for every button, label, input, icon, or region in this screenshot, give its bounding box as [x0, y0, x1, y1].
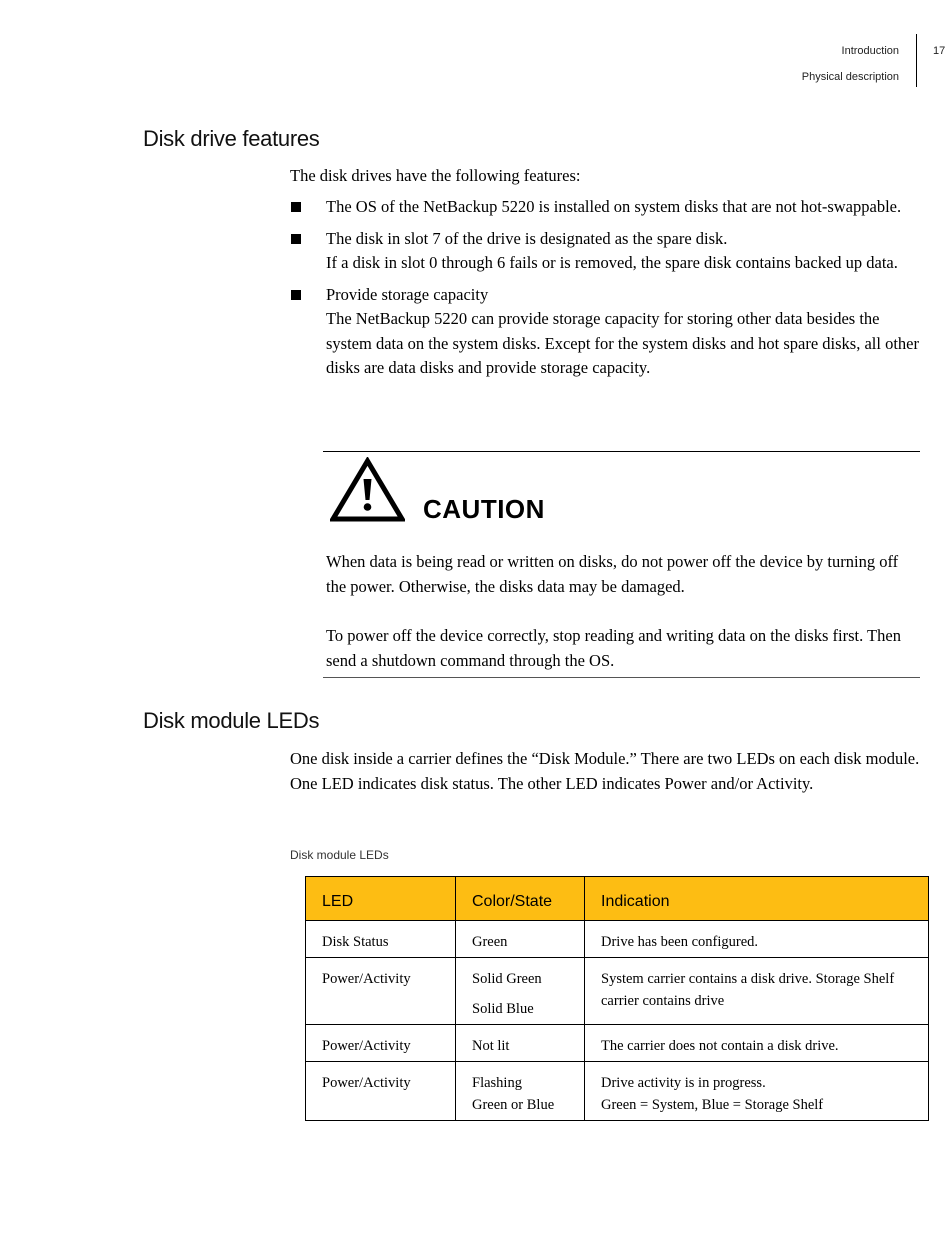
table-row [306, 1025, 929, 1062]
square-bullet-icon [291, 234, 301, 244]
features-intro: The disk drives have the following features: [290, 166, 581, 185]
caution-paragraph-1: When data is being read or written on disks, do not power off the device by turning off the power. Otherwise, the disks data may be damaged. [326, 552, 899, 596]
table-row [306, 1062, 929, 1121]
running-header-section: Introduction [841, 45, 899, 57]
table-cell-indication [585, 921, 929, 958]
indication-line: The carrier does not contain a disk drive. [601, 1038, 839, 1054]
table-caption: Disk module LEDs [290, 848, 389, 862]
table-row [306, 958, 929, 1025]
caution-top-rule [323, 451, 920, 452]
bullet-text: The OS of the NetBackup 5220 is installed on system disks that are not hot-swappable. [326, 197, 902, 216]
leds-intro: One disk inside a carrier defines the “Disk Module.” There are two LEDs on each disk module. One LED indicates disk status. The other LED indicates Power and/or Activity. [290, 749, 920, 793]
table-cell-state [456, 958, 585, 1025]
state-line: Green [472, 934, 508, 950]
bullet-subtext: The NetBackup 5220 can provide storage capacity for storing other data besides the system data on the system disks. Except for the system disks and hot spare disks, all other disks are data disks and provide storage capacity. [326, 309, 919, 377]
table-cell-indication [585, 1062, 929, 1121]
indication-line: Drive has been configured. [601, 934, 759, 950]
square-bullet-icon [291, 290, 301, 300]
list-item [290, 227, 920, 276]
section-heading-disk-drive-features: Disk drive features [143, 126, 320, 151]
table-cell-led: Power/Activity [306, 958, 456, 1025]
header-divider [916, 34, 917, 87]
list-item [290, 283, 920, 381]
features-list [290, 195, 920, 388]
disk-module-leds-table [305, 876, 929, 1121]
table-row [306, 921, 929, 958]
warning-triangle-icon [330, 457, 405, 523]
indication-line: System carrier contains a disk drive. Storage Shelf carrier contains drive [601, 971, 895, 1009]
state-line: Green or Blue [472, 1097, 555, 1113]
table-cell-led: Power/Activity [306, 1025, 456, 1062]
table-header-row [306, 877, 929, 921]
column-header-indication: Indication [585, 877, 929, 921]
state-line: Flashing [472, 1075, 522, 1091]
list-item [290, 195, 920, 220]
indication-line: Green = System, Blue = Storage Shelf [601, 1097, 824, 1113]
square-bullet-icon [291, 202, 301, 212]
bullet-subtext: If a disk in slot 0 through 6 fails or is removed, the spare disk contains backed up data. [326, 253, 898, 272]
table-cell-state [456, 1025, 585, 1062]
bullet-text: Provide storage capacity [326, 284, 489, 304]
caution-label: CAUTION [423, 494, 545, 524]
caution-bottom-rule [323, 677, 920, 678]
table-cell-indication [585, 958, 929, 1025]
table-cell-state [456, 921, 585, 958]
section-heading-disk-module-leds: Disk module LEDs [143, 708, 320, 733]
column-header-led: LED [306, 877, 456, 921]
state-line: Solid Blue [472, 1001, 534, 1017]
column-header-color-state: Color/State [456, 877, 585, 921]
table-cell-state [456, 1062, 585, 1121]
state-line: Solid Green [472, 971, 542, 987]
state-line: Not lit [472, 1038, 510, 1054]
running-header-subsection: Physical description [801, 71, 899, 83]
table-cell-indication [585, 1025, 929, 1062]
page-number: 17 [933, 45, 946, 57]
caution-paragraph-2: To power off the device correctly, stop reading and writing data on the disks first. Then send a shutdown command through the OS. [326, 626, 901, 670]
indication-line: Drive activity is in progress. [601, 1075, 766, 1091]
bullet-text: The disk in slot 7 of the drive is designated as the spare disk. [326, 228, 728, 248]
table-cell-led: Power/Activity [306, 1062, 456, 1121]
table-cell-led: Disk Status [306, 921, 456, 958]
